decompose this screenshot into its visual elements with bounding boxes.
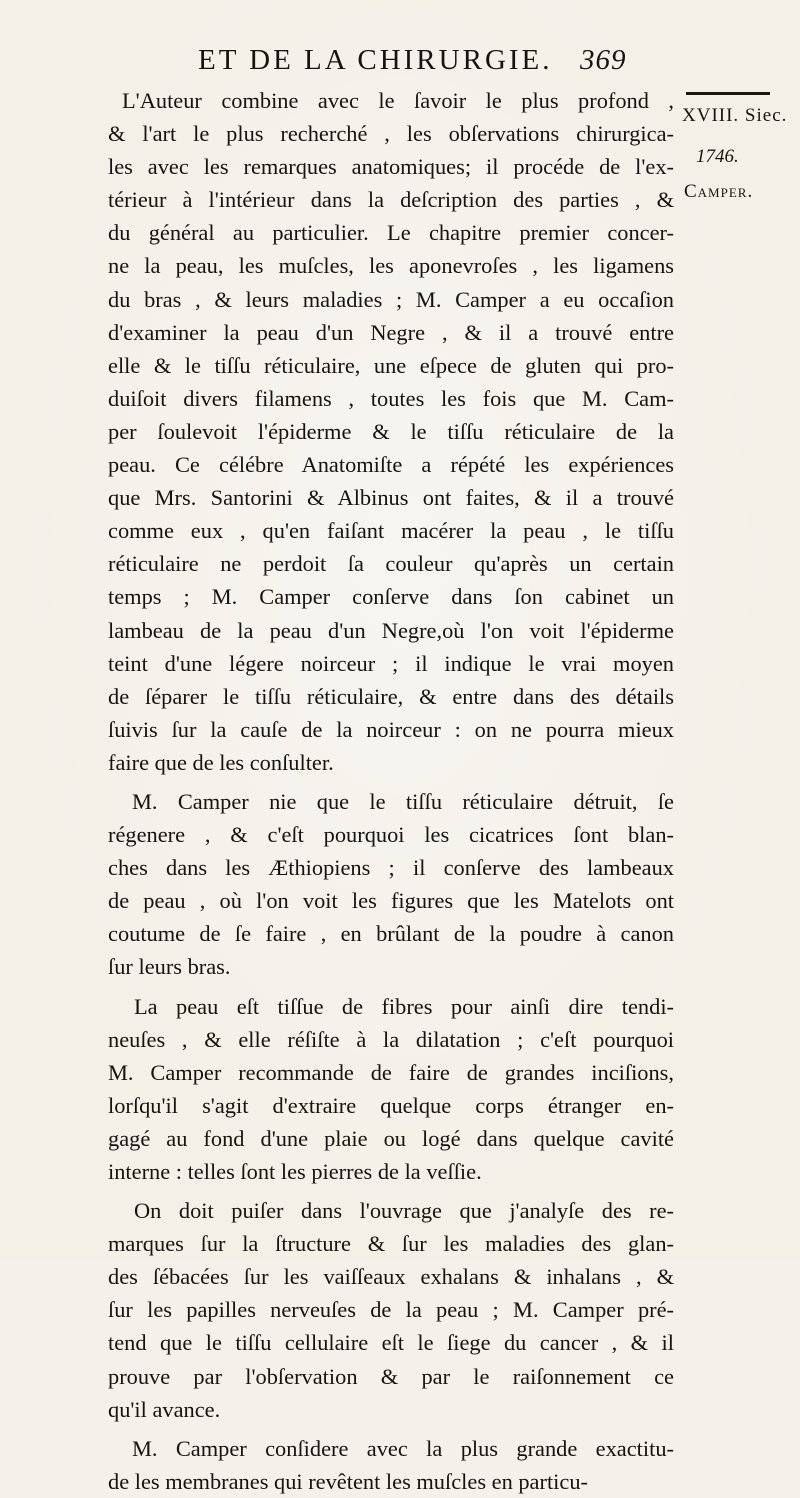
text-line: & l'art le plus recherché , les obſervations chirurgica- bbox=[108, 121, 674, 147]
margin-rule bbox=[686, 92, 770, 95]
text-line: ſur leurs bras. bbox=[108, 954, 231, 980]
text-line: elle & le tiſſu réticulaire, une eſpece de gluten qui pro- bbox=[108, 352, 674, 378]
text-line: M. Camper conſidere avec la plus grande exactitu- bbox=[132, 1435, 674, 1461]
text-line: de ſéparer le tiſſu réticulaire, & entre dans des détails bbox=[108, 683, 674, 709]
text-line: teint d'une légere noirceur ; il indique le vrai moyen bbox=[108, 650, 674, 676]
text-line: de les membranes qui revêtent les muſcles en particu- bbox=[108, 1468, 588, 1494]
body-text bbox=[108, 84, 674, 1498]
text-line: du bras , & leurs maladies ; M. Camper a eu occaſion bbox=[108, 286, 674, 312]
margin-name: Camper. bbox=[684, 180, 754, 202]
paragraph bbox=[108, 1188, 674, 1426]
text-line: tend que le tiſſu cellulaire eſt le ſiege du cancer , & il bbox=[108, 1330, 674, 1356]
running-header bbox=[198, 44, 678, 88]
text-line: coutume de ſe faire , en brûlant de la poudre à canon bbox=[108, 921, 674, 947]
text-line: comme eux , qu'en faiſant macérer la peau , le tiſſu bbox=[108, 518, 674, 544]
text-line: faire que de les conſulter. bbox=[108, 749, 334, 775]
text-line: duiſoit divers filamens , toutes les fois que M. Cam- bbox=[108, 385, 674, 411]
text-line: lorſqu'il s'agit d'extraire quelque corps étranger en- bbox=[108, 1092, 674, 1118]
text-line: lambeau de la peau d'un Negre,où l'on voit l'épiderme bbox=[108, 617, 674, 643]
margin-year: 1746. bbox=[696, 145, 739, 167]
text-line: marques ſur la ſtructure & ſur les maladies des glan- bbox=[108, 1231, 674, 1257]
text-line: des ſébacées ſur les vaiſſeaux exhalans & inhalans , & bbox=[108, 1264, 674, 1290]
paragraph bbox=[108, 1426, 674, 1498]
text-line: ſur les papilles nerveuſes de la peau ; M. Camper pré- bbox=[108, 1297, 674, 1323]
page-number: 369 bbox=[580, 44, 627, 76]
margin-century: XVIII. Siec. bbox=[682, 105, 788, 126]
text-line: On doit puiſer dans l'ouvrage que j'analyſe des re- bbox=[134, 1198, 674, 1224]
paragraph bbox=[108, 779, 674, 984]
text-line: per ſoulevoit l'épiderme & le tiſſu réticulaire de la bbox=[108, 418, 674, 444]
text-line: L'Auteur combine avec le ſavoir le plus profond , bbox=[122, 88, 674, 113]
text-line: La peau eſt tiſſue de fibres pour ainſi dire tendi- bbox=[134, 993, 674, 1019]
text-line: peau. Ce célébre Anatomiſte a répété les expériences bbox=[108, 452, 674, 478]
text-line: ne la peau, les muſcles, les aponevroſes , les ligamens bbox=[108, 253, 674, 279]
paragraph bbox=[108, 84, 674, 779]
text-line: ches dans les Æthiopiens ; il conſerve des lambeaux bbox=[108, 855, 674, 881]
text-line: que Mrs. Santorini & Albinus ont faites, & il a trouvé bbox=[108, 485, 674, 511]
text-line: neuſes , & elle réſiſte à la dilatation ; c'eſt pourquoi bbox=[108, 1026, 674, 1052]
text-line: du général au particulier. Le chapitre premier concer- bbox=[108, 220, 674, 246]
text-line: régenere , & c'eſt pourquoi les cicatrices ſont blan- bbox=[108, 822, 674, 848]
text-line: interne : telles ſont les pierres de la veſſie. bbox=[108, 1159, 482, 1184]
text-line: M. Camper nie que le tiſſu réticulaire détruit, ſe bbox=[132, 788, 674, 814]
text-line: ſuivis ſur la cauſe de la noirceur : on ne pourra mieux bbox=[108, 716, 674, 742]
margin-notes bbox=[682, 92, 796, 203]
text-line: les avec les remarques anatomiques; il procéde de l'ex- bbox=[108, 154, 674, 180]
paragraph bbox=[108, 984, 674, 1189]
text-line: térieur à l'intérieur dans la deſcription des parties , & bbox=[108, 187, 674, 213]
text-line: réticulaire ne perdoit ſa couleur qu'après un certain bbox=[108, 551, 674, 577]
running-title: ET DE LA CHIRURGIE. bbox=[198, 44, 553, 76]
text-line: prouve par l'obſervation & par le raiſonnement ce bbox=[108, 1363, 674, 1389]
text-line: d'examiner la peau d'un Negre , & il a trouvé entre bbox=[108, 319, 674, 345]
text-line: qu'il avance. bbox=[108, 1396, 221, 1422]
text-line: M. Camper recommande de faire de grandes inciſions, bbox=[108, 1059, 674, 1085]
text-line: gagé au fond d'une plaie ou logé dans quelque cavité bbox=[108, 1125, 674, 1151]
text-line: temps ; M. Camper conſerve dans ſon cabinet un bbox=[108, 584, 674, 610]
text-line: de peau , où l'on voit les figures que les Matelots ont bbox=[108, 888, 674, 914]
